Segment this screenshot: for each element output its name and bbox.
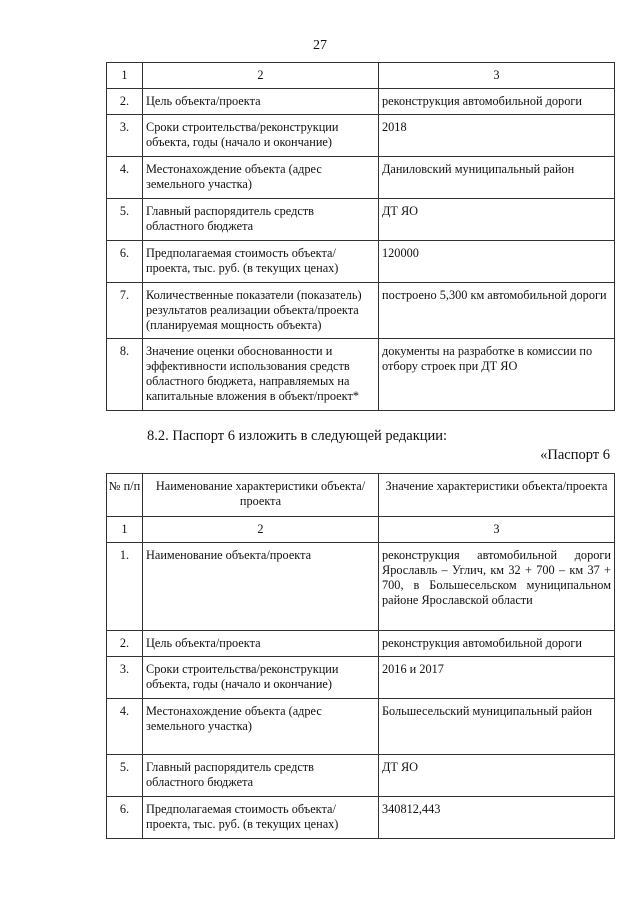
table-row	[107, 199, 615, 241]
row-number: 6.	[107, 797, 143, 839]
column-header-value: Значение характеристики объекта/проекта	[379, 474, 615, 517]
table-row	[107, 157, 615, 199]
passport-6-table	[106, 473, 615, 839]
column-number-3: 3	[379, 63, 615, 89]
row-number: 3.	[107, 657, 143, 699]
table-row	[107, 797, 615, 839]
characteristic-value: реконструкция автомобильной дороги Ярославль – Углич, км 32 + 700 – км 37 + 700, в Большесельском муниципальном районе Ярославской области	[379, 543, 615, 631]
section-heading: 8.2. Паспорт 6 изложить в следующей редакции:	[147, 428, 448, 444]
characteristic-value: 2018	[379, 115, 615, 157]
table-row	[107, 543, 615, 631]
characteristic-name: Значение оценки обоснованности и эффективности использования средств областного бюджета, направляемых на капитальные вложения в объект/проект*	[143, 339, 379, 411]
characteristic-value: Даниловский муниципальный район	[379, 157, 615, 199]
characteristic-name: Местонахождение объекта (адрес земельного участка)	[143, 699, 379, 755]
characteristic-name: Сроки строительства/реконструкции объекта, годы (начало и окончание)	[143, 115, 379, 157]
column-number-1: 1	[107, 63, 143, 89]
table-row	[107, 657, 615, 699]
characteristic-name: Предполагаемая стоимость объекта/проекта, тыс. руб. (в текущих ценах)	[143, 241, 379, 283]
characteristic-value: 340812,443	[379, 797, 615, 839]
characteristic-value: реконструкция автомобильной дороги	[379, 89, 615, 115]
characteristic-name: Цель объекта/проекта	[143, 631, 379, 657]
column-number-2: 2	[143, 63, 379, 89]
column-number-1: 1	[107, 517, 143, 543]
characteristic-value: 2016 и 2017	[379, 657, 615, 699]
characteristic-name: Главный распорядитель средств областного бюджета	[143, 755, 379, 797]
characteristic-value: ДТ ЯО	[379, 199, 615, 241]
row-number: 4.	[107, 157, 143, 199]
column-header-number: № п/п	[107, 474, 143, 517]
characteristic-name: Сроки строительства/реконструкции объекта, годы (начало и окончание)	[143, 657, 379, 699]
column-number-3: 3	[379, 517, 615, 543]
table-row	[107, 631, 615, 657]
characteristic-name: Цель объекта/проекта	[143, 89, 379, 115]
row-number: 5.	[107, 755, 143, 797]
characteristic-value: Большесельский муниципальный район	[379, 699, 615, 755]
table-row	[107, 241, 615, 283]
row-number: 4.	[107, 699, 143, 755]
characteristic-value: ДТ ЯО	[379, 755, 615, 797]
table-row	[107, 339, 615, 411]
row-number: 6.	[107, 241, 143, 283]
table-row	[107, 115, 615, 157]
table-row	[107, 699, 615, 755]
characteristic-value: документы на разработке в комиссии по отбору строек при ДТ ЯО	[379, 339, 615, 411]
row-number: 1.	[107, 543, 143, 631]
table-column-number-row	[107, 63, 615, 89]
table-row	[107, 283, 615, 339]
passport-label: «Паспорт 6	[540, 447, 610, 463]
characteristic-value: 120000	[379, 241, 615, 283]
table-column-number-row	[107, 517, 615, 543]
table-row	[107, 755, 615, 797]
row-number: 5.	[107, 199, 143, 241]
page-number: 27	[313, 38, 327, 53]
characteristic-name: Предполагаемая стоимость объекта/проекта, тыс. руб. (в текущих ценах)	[143, 797, 379, 839]
characteristic-name: Главный распорядитель средств областного бюджета	[143, 199, 379, 241]
row-number: 8.	[107, 339, 143, 411]
column-header-name: Наименование характеристики объекта/проекта	[143, 474, 379, 517]
table-header-row	[107, 474, 615, 517]
row-number: 2.	[107, 89, 143, 115]
characteristic-name: Количественные показатели (показатель) результатов реализации объекта/проекта (планируемая мощность объекта)	[143, 283, 379, 339]
row-number: 3.	[107, 115, 143, 157]
characteristic-value: реконструкция автомобильной дороги	[379, 631, 615, 657]
characteristic-value: построено 5,300 км автомобильной дороги	[379, 283, 615, 339]
characteristic-name: Наименование объекта/проекта	[143, 543, 379, 631]
column-number-2: 2	[143, 517, 379, 543]
row-number: 7.	[107, 283, 143, 339]
passport-table-continued	[106, 62, 615, 411]
table-row	[107, 89, 615, 115]
row-number: 2.	[107, 631, 143, 657]
characteristic-name: Местонахождение объекта (адрес земельного участка)	[143, 157, 379, 199]
